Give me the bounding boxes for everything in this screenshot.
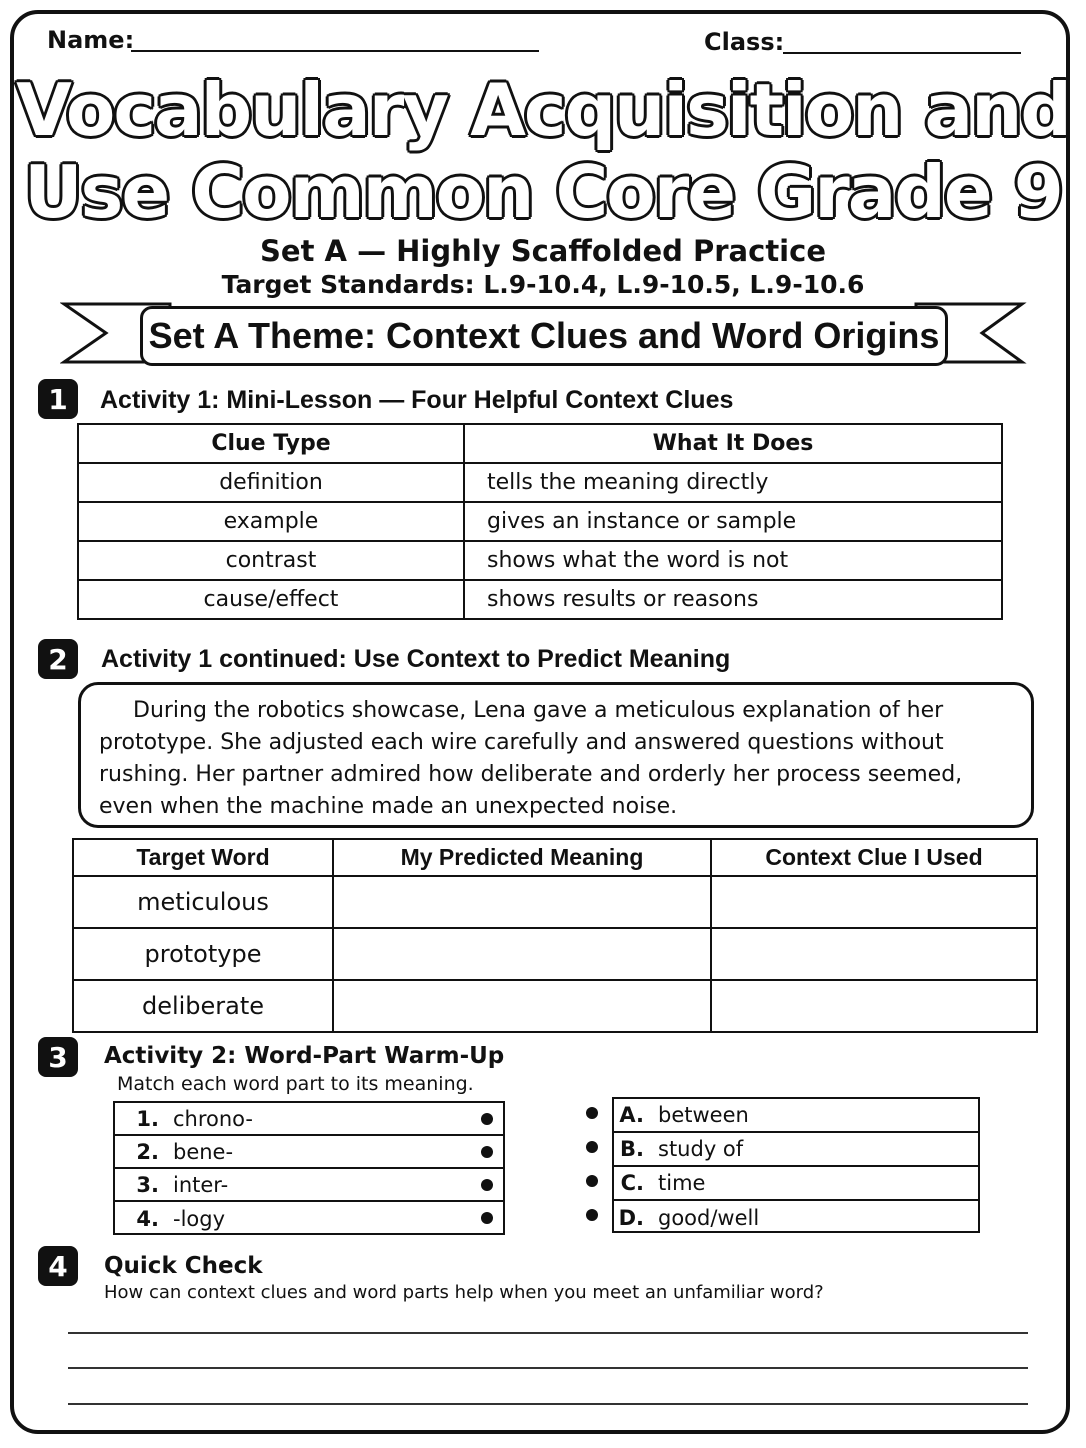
predicted-meaning-cell[interactable]: [333, 980, 711, 1032]
subtitle: Set A — Highly Scaffolded Practice: [260, 234, 826, 268]
match-dot[interactable]: [481, 1146, 493, 1158]
item-letter: D.: [618, 1206, 644, 1230]
activity1b-title: Activity 1 continued: Use Context to Predict Meaning: [101, 645, 731, 673]
column-header: What It Does: [464, 424, 1002, 463]
word-part-text: chrono-: [173, 1106, 254, 1131]
clue-description-cell: tells the meaning directly: [464, 463, 1002, 502]
prediction-table: [72, 838, 1038, 1033]
match-dot[interactable]: [481, 1212, 493, 1224]
meaning-text: between: [658, 1103, 749, 1127]
name-label: Name:: [47, 26, 135, 54]
reading-passage: [78, 682, 1034, 828]
worksheet-title-line1: Vocabulary Acquisition and: [16, 68, 1070, 152]
clue-type-cell: contrast: [78, 541, 464, 580]
passage-line: rushing. Her partner admired how deliberate and orderly her process seemed,: [99, 762, 963, 787]
target-word-cell: meticulous: [73, 876, 333, 928]
section-number-3: 3: [38, 1037, 78, 1077]
clue-type-cell: example: [78, 502, 464, 541]
activity2-instruction: Match each word part to its meaning.: [117, 1073, 474, 1095]
match-dot[interactable]: [481, 1179, 493, 1191]
item-number: 2.: [136, 1139, 159, 1164]
section-number-1: 1: [38, 379, 78, 419]
meaning-item[interactable]: [614, 1167, 978, 1201]
theme-banner-text: Set A Theme: Context Clues and Word Origins: [148, 315, 940, 356]
table-header-row: [78, 424, 1002, 463]
match-dot[interactable]: [586, 1175, 598, 1187]
answer-line[interactable]: [68, 1403, 1028, 1405]
quick-check-question: How can context clues and word parts help when you meet an unfamiliar word?: [104, 1282, 824, 1303]
word-part-text: bene-: [173, 1139, 234, 1164]
predicted-meaning-cell[interactable]: [333, 928, 711, 980]
worksheet-title-line2: Use Common Core Grade 9: [24, 150, 1062, 234]
word-part-item[interactable]: [115, 1202, 503, 1235]
item-number: 4.: [136, 1206, 159, 1231]
meaning-item[interactable]: [614, 1099, 978, 1133]
meanings-list: [612, 1097, 980, 1233]
clue-description-cell: gives an instance or sample: [464, 502, 1002, 541]
table-row: [78, 502, 1002, 541]
passage-line: prototype. She adjusted each wire carefully and answered questions without: [99, 730, 944, 755]
meaning-text: good/well: [658, 1206, 760, 1230]
column-header: My Predicted Meaning: [333, 839, 711, 876]
clue-type-cell: definition: [78, 463, 464, 502]
match-dot[interactable]: [586, 1141, 598, 1153]
clue-description-cell: shows results or reasons: [464, 580, 1002, 619]
clue-type-cell: cause/effect: [78, 580, 464, 619]
table-row: [73, 928, 1037, 980]
clue-type-table: [77, 423, 1003, 620]
quick-check-title: Quick Check: [104, 1253, 263, 1279]
word-part-item[interactable]: [115, 1136, 503, 1169]
activity2-title-bold: Activity 2:: [104, 1043, 237, 1069]
table-row: [78, 463, 1002, 502]
word-part-text: inter-: [173, 1172, 229, 1197]
column-header: Context Clue I Used: [711, 839, 1037, 876]
word-part-item[interactable]: [115, 1169, 503, 1202]
match-dot[interactable]: [481, 1113, 493, 1125]
answer-line[interactable]: [68, 1332, 1028, 1334]
item-number: 3.: [136, 1172, 159, 1197]
table-row: [78, 580, 1002, 619]
column-header: Clue Type: [78, 424, 464, 463]
context-clue-cell[interactable]: [711, 928, 1037, 980]
word-parts-list: [113, 1101, 505, 1235]
context-clue-cell[interactable]: [711, 980, 1037, 1032]
target-word-cell: deliberate: [73, 980, 333, 1032]
word-part-text: -logy: [173, 1206, 226, 1231]
context-clue-cell[interactable]: [711, 876, 1037, 928]
section-number-4: 4: [38, 1246, 78, 1286]
target-word-cell: prototype: [73, 928, 333, 980]
class-label: Class:: [704, 28, 785, 56]
class-field[interactable]: [783, 52, 1021, 54]
meaning-text: time: [658, 1171, 706, 1195]
activity1-title: Activity 1: Mini-Lesson — Four Helpful Context Clues: [100, 386, 734, 414]
match-dot[interactable]: [586, 1107, 598, 1119]
activity2-title: [104, 1043, 504, 1069]
section-number-2: 2: [38, 639, 78, 679]
meaning-item[interactable]: [614, 1133, 978, 1167]
item-letter: B.: [620, 1137, 644, 1161]
item-letter: A.: [619, 1103, 644, 1127]
table-header-row: [73, 839, 1037, 876]
activity2-title-rest: Word-Part Warm-Up: [236, 1043, 505, 1069]
predicted-meaning-cell[interactable]: [333, 876, 711, 928]
match-dot[interactable]: [586, 1209, 598, 1221]
clue-description-cell: shows what the word is not: [464, 541, 1002, 580]
name-field[interactable]: [131, 50, 539, 52]
passage-line: During the robotics showcase, Lena gave a meticulous explanation of her: [133, 698, 944, 723]
item-number: 1.: [136, 1106, 159, 1131]
column-header: Target Word: [73, 839, 333, 876]
table-row: [73, 876, 1037, 928]
word-part-item[interactable]: [115, 1103, 503, 1136]
meaning-item[interactable]: [614, 1201, 978, 1235]
answer-line[interactable]: [68, 1367, 1028, 1369]
table-row: [78, 541, 1002, 580]
item-letter: C.: [620, 1171, 644, 1195]
table-row: [73, 980, 1037, 1032]
theme-banner: [140, 306, 948, 366]
target-standards: Target Standards: L.9-10.4, L.9-10.5, L.9-10.6: [221, 270, 865, 299]
passage-line: even when the machine made an unexpected noise.: [99, 794, 678, 819]
meaning-text: study of: [658, 1137, 744, 1161]
